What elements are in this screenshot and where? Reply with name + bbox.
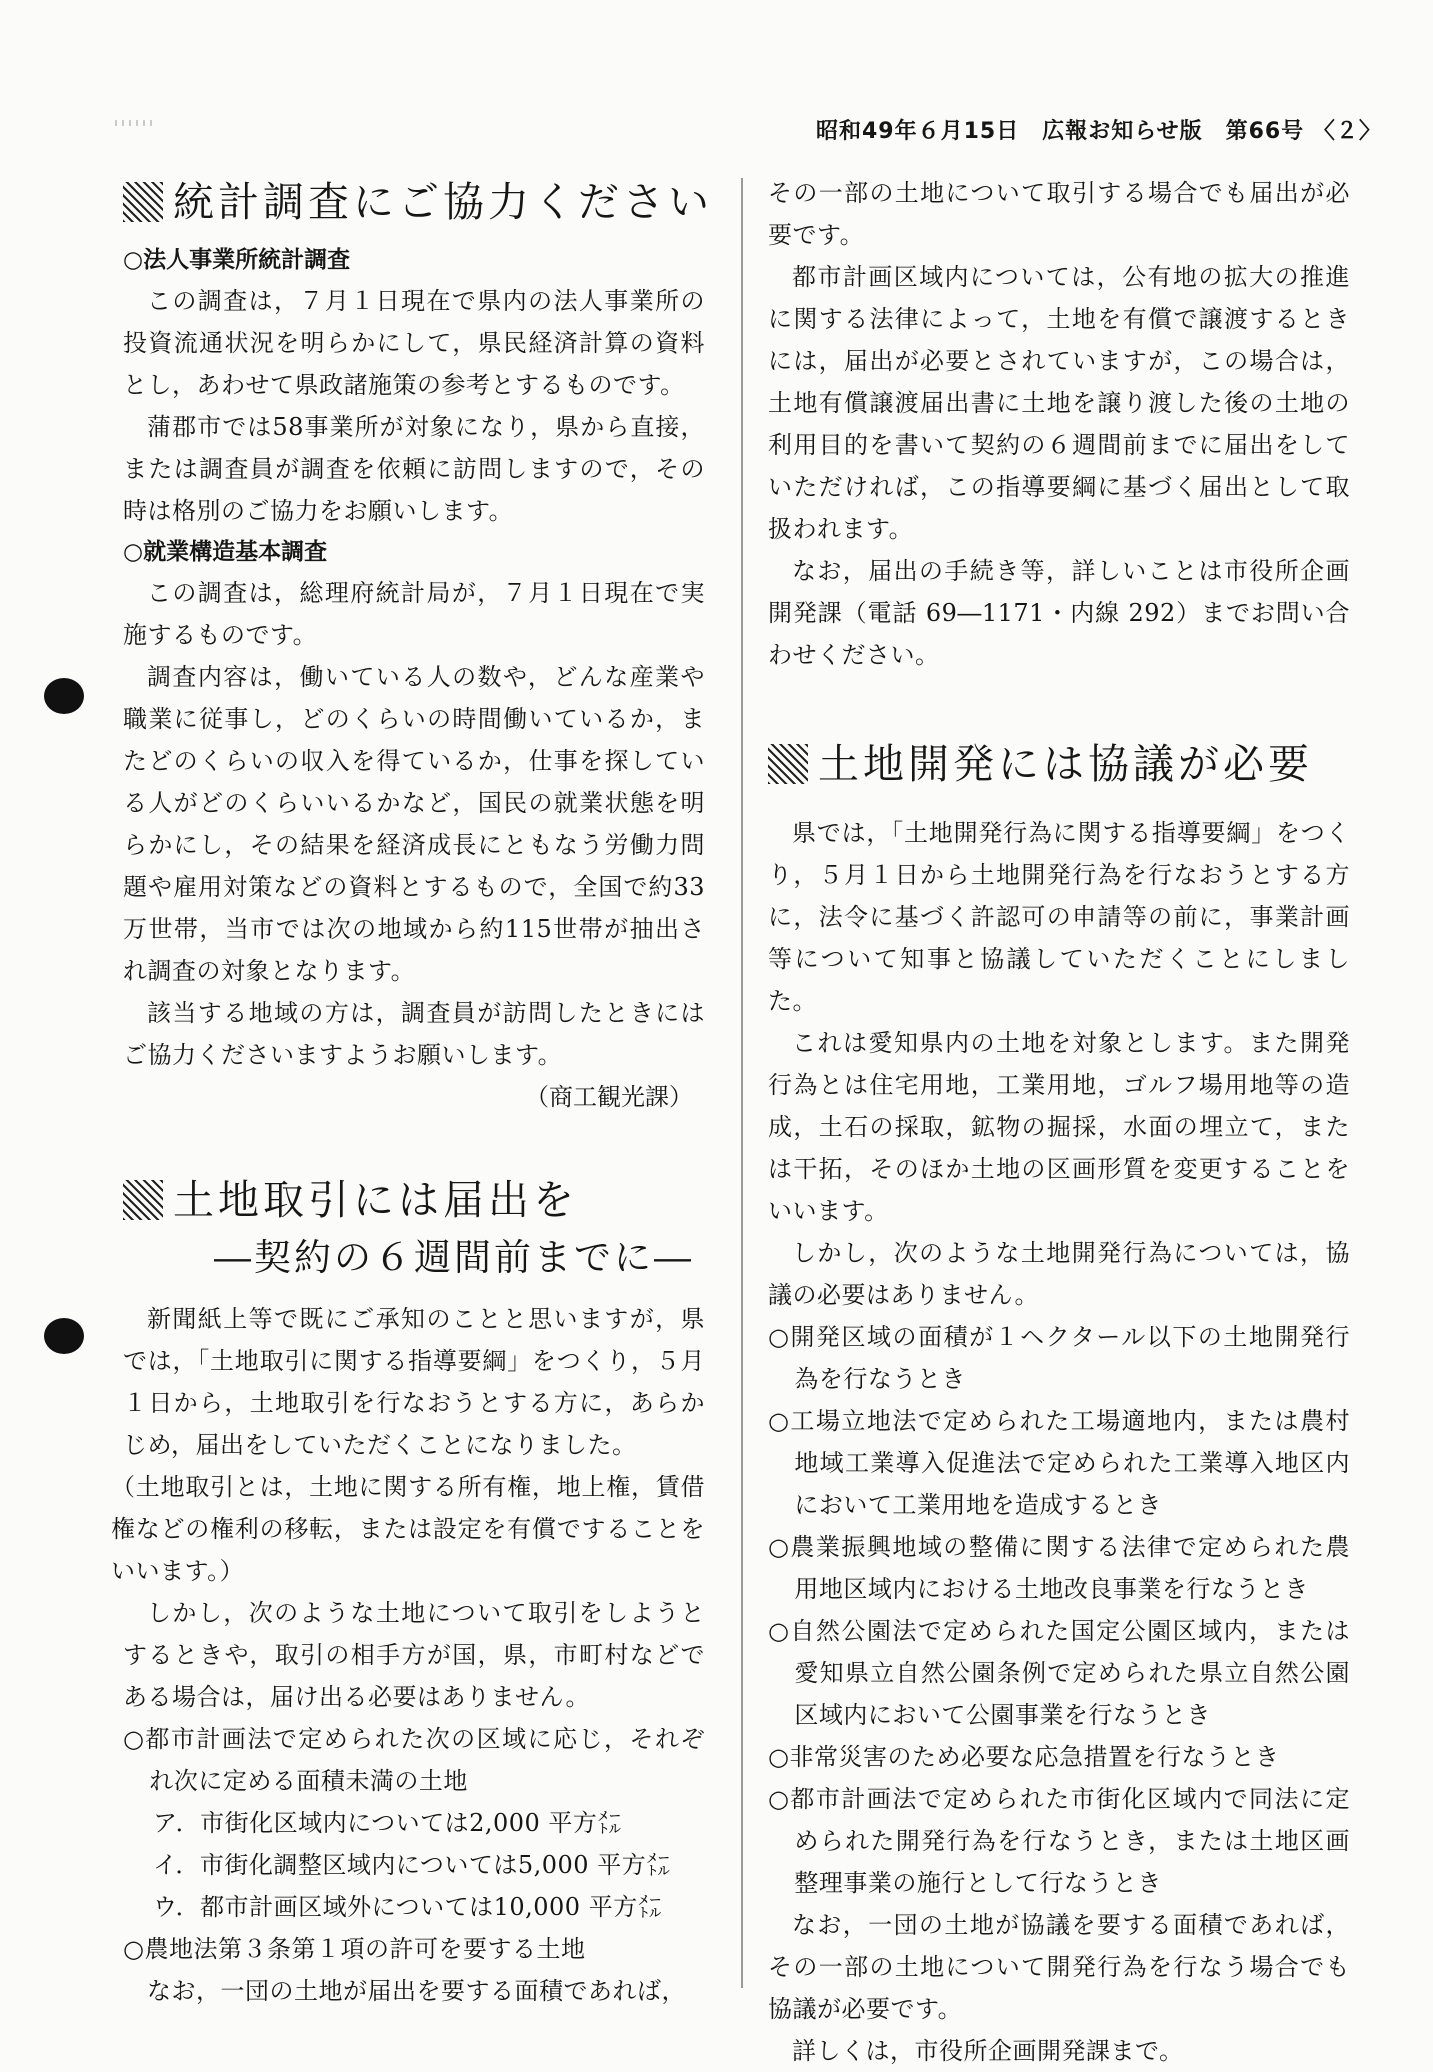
survey-heading bbox=[123, 172, 713, 232]
list-item: ○開発区域の面積が１ヘクタール以下の土地開発行為を行なうとき bbox=[768, 1323, 1350, 1393]
employment-survey-label: ○就業構造基本調査 bbox=[123, 539, 328, 565]
paragraph: 調査内容は，働いている人の数や，どんな産業や職業に従事し，どのくらいの時間働いているか，またどのくらいの収入を得ているか，仕事を探している人がどのくらいいるかなど，国民の就業状態を明らかにし，その結果を経済成長にともなう労働力問題や雇用対策などの資料とするもので，全国で約33万世帯，当市では次の地域から約115世帯が抽出され調査の対象となります。 bbox=[123, 663, 705, 985]
paragraph: しかし，次のような土地開発行為については，協議の必要はありません。 bbox=[768, 1239, 1350, 1309]
paragraph: （土地取引とは，土地に関する所有権，地上権，賃借権などの権利の移転，または設定を有償ですることをいいます。） bbox=[111, 1473, 705, 1585]
sub-list-item: ウ．都市計画区域外については10,000 平方㍍ bbox=[153, 1893, 663, 1921]
hatch-bullet-icon bbox=[123, 1180, 163, 1220]
land-dev-heading bbox=[768, 734, 1350, 794]
paragraph-continuation: その一部の土地について取引する場合でも届出が必要です。 bbox=[768, 179, 1350, 249]
corp-survey-label: ○法人事業所統計調査 bbox=[123, 247, 351, 273]
paragraph: 新聞紙上等で既にご承知のことと思いますが，県では，「土地取引に関する指導要綱」をつくり，５月１日から，土地取引を行なおうとする方に，あらかじめ，届出をしていただくことになりました。 bbox=[123, 1305, 705, 1459]
paragraph: なお，一団の土地が届出を要する面積であれば， bbox=[147, 1977, 686, 2005]
paragraph: これは愛知県内の土地を対象とします。また開発行為とは住宅用地，工業用地，ゴルフ場用地等の造成，土石の採取，鉱物の掘採，水面の埋立て，または干拓，そのほか土地の区画形質を変更することをいいます。 bbox=[768, 1029, 1350, 1225]
paragraph: 都市計画区域内については，公有地の拡大の推進に関する法律によって，土地を有償で譲渡するときには，届出が必要とされていますが，この場合は，土地有償譲渡届出書に土地を譲り渡した後の土地の利用目的を書いて契約の６週間前までに届出をしていただければ，この指導要綱に基づく届出として取扱われます。 bbox=[768, 263, 1350, 543]
paragraph: 詳しくは，市役所企画開発課まで。 bbox=[792, 2037, 1184, 2065]
right-column bbox=[768, 172, 1350, 2072]
list-item: ○非常災害のため必要な応急措置を行なうとき bbox=[768, 1743, 1280, 1771]
binder-hole-mark bbox=[44, 1318, 84, 1354]
list-item: ○都市計画法で定められた次の区域に応じ，それぞれ次に定める面積未満の土地 bbox=[123, 1725, 705, 1795]
list-item: ○工場立地法で定められた工場適地内，または農村地域工業導入促進法で定められた工業導入地区内において工業用地を造成するとき bbox=[768, 1407, 1350, 1519]
left-column bbox=[111, 172, 713, 2012]
land-dev-heading-text: 土地開発には協議が必要 bbox=[818, 740, 1313, 788]
survey-credit: （商工観光課） bbox=[525, 1083, 693, 1111]
page-header: 昭和49年６月15日 広報お知らせ版 第66号 〈２〉 bbox=[816, 119, 1382, 144]
list-item: ○都市計画法で定められた市街化区域内で同法に定められた開発行為を行なうとき，または土地区画整理事業の施行として行なうとき bbox=[768, 1785, 1350, 1897]
paragraph: 蒲郡市では58事業所が対象になり，県から直接，または調査員が調査を依頼に訪問しますので，その時は格別のご協力をお願いします。 bbox=[123, 413, 705, 525]
paragraph: しかし，次のような土地について取引をしようとするときや，取引の相手方が国，県，市町村などである場合は，届け出る必要はありません。 bbox=[123, 1599, 705, 1711]
land-trade-subheading: ―契約の６週間前までに― bbox=[214, 1236, 694, 1279]
sub-list-item: ア．市街化区域内については2,000 平方㍍ bbox=[153, 1809, 622, 1837]
list-item: ○農地法第３条第１項の許可を要する土地 bbox=[123, 1935, 586, 1963]
hatch-bullet-icon bbox=[123, 182, 163, 222]
column-divider bbox=[741, 178, 743, 1988]
paragraph: なお，届出の手続き等，詳しいことは市役所企画開発課（電話 69―1171・内線 292）までお問い合わせください。 bbox=[768, 557, 1350, 669]
survey-heading-text: 統計調査にご協力ください bbox=[173, 178, 713, 226]
binder-hole-mark bbox=[44, 678, 84, 714]
paragraph: この調査は，７月１日現在で県内の法人事業所の投資流通状況を明らかにして，県民経済計算の資料とし，あわせて県政諸施策の参考とするものです。 bbox=[123, 287, 705, 399]
list-item: ○自然公園法で定められた国定公園区域内，または愛知県立自然公園条例で定められた県立自然公園区域内において公園事業を行なうとき bbox=[768, 1617, 1350, 1729]
land-trade-heading-text: 土地取引には届出を bbox=[173, 1176, 578, 1224]
sub-list-item: イ．市街化調整区域内については5,000 平方㍍ bbox=[153, 1851, 671, 1879]
paragraph: 該当する地域の方は，調査員が訪問したときにはご協力くださいますようお願いします。 bbox=[123, 999, 705, 1069]
paragraph: なお，一団の土地が協議を要する面積であれば，その一部の土地について開発行為を行なう場合でも協議が必要です。 bbox=[768, 1911, 1350, 2023]
hatch-bullet-icon bbox=[768, 744, 808, 784]
paragraph: この調査は，総理府統計局が，７月１日現在で実施するものです。 bbox=[123, 579, 705, 649]
scan-speck bbox=[115, 120, 155, 126]
land-trade-heading bbox=[123, 1170, 705, 1230]
paragraph: 県では，「土地開発行為に関する指導要綱」をつくり，５月１日から土地開発行為を行なおうとする方に，法令に基づく許認可の申請等の前に，事業計画等について知事と協議していただくことにしました。 bbox=[768, 819, 1350, 1015]
list-item: ○農業振興地域の整備に関する法律で定められた農用地区域内における土地改良事業を行なうとき bbox=[768, 1533, 1350, 1603]
